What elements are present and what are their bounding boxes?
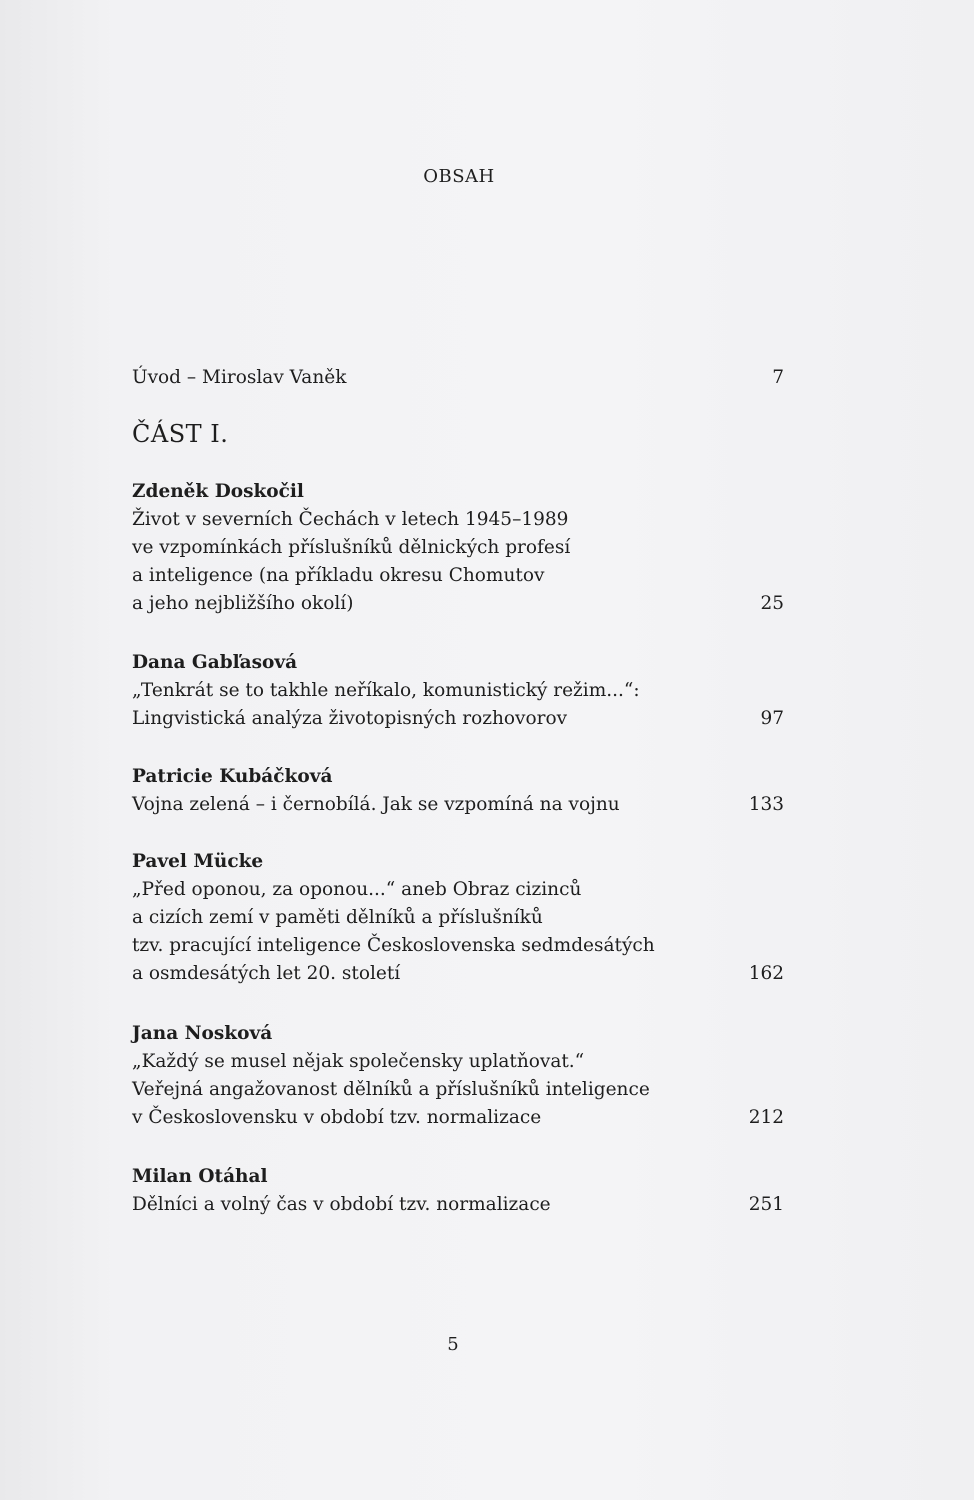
toc-line-last [132, 705, 784, 733]
toc-page-number: 97 [760, 708, 784, 729]
toc-line-last [132, 1104, 784, 1132]
toc-line: tzv. pracující inteligence Československa sedmdesátých [132, 935, 655, 956]
toc-line-last [132, 1191, 784, 1219]
toc-line-last [132, 791, 784, 819]
toc-page-number: 133 [748, 794, 784, 815]
toc-author: Zdeněk Doskočil [132, 481, 304, 502]
toc-line-text: Lingvistická analýza životopisných rozhovorov [132, 708, 568, 729]
toc-line: „Tenkrát se to takhle neříkalo, komunistický režim...“: [132, 680, 640, 701]
toc-entry-title: Úvod – Miroslav Vaněk [132, 367, 347, 388]
page-number-footer: 5 [447, 1334, 459, 1355]
toc-line-text: a osmdesátých let 20. století [132, 963, 401, 984]
toc-line: a inteligence (na příkladu okresu Chomutov [132, 565, 545, 586]
toc-entry [132, 763, 784, 819]
toc-line: Život v severních Čechách v letech 1945–1989 [132, 509, 569, 530]
toc-entry [132, 848, 784, 988]
toc-line-text: Vojna zelená – i černobílá. Jak se vzpomíná na vojnu [132, 794, 620, 815]
toc-author: Jana Nosková [132, 1023, 273, 1044]
toc-page-number: 25 [760, 593, 784, 614]
toc-line: Veřejná angažovanost dělníků a příslušníků inteligence [132, 1079, 650, 1100]
toc-line: ve vzpomínkách příslušníků dělnických profesí [132, 537, 571, 558]
toc-entry [132, 478, 784, 618]
toc-page-number: 212 [748, 1107, 784, 1128]
toc-line [132, 364, 784, 392]
toc-entry [132, 1163, 784, 1219]
toc-line-last [132, 590, 784, 618]
toc-page-number: 7 [772, 367, 784, 388]
toc-line-text: v Československu v období tzv. normalizace [132, 1107, 542, 1128]
toc-entry [132, 1020, 784, 1132]
toc-line-text: a jeho nejbližšího okolí) [132, 593, 354, 614]
part-heading: ČÁST I. [132, 420, 229, 448]
toc-line: a cizích zemí v paměti dělníků a příslušníků [132, 907, 543, 928]
toc-line-last [132, 960, 784, 988]
toc-line: „Každý se musel nějak společensky uplatňovat.“ [132, 1051, 585, 1072]
toc-line-text: Dělníci a volný čas v období tzv. normalizace [132, 1194, 551, 1215]
toc-line: „Před oponou, za oponou...“ aneb Obraz cizinců [132, 879, 582, 900]
toc-author: Milan Otáhal [132, 1166, 268, 1187]
toc-page-number: 162 [748, 963, 784, 984]
toc-author: Dana Gabľasová [132, 652, 298, 673]
toc-author: Pavel Mücke [132, 851, 264, 872]
toc-author: Patricie Kubáčková [132, 766, 333, 787]
page-title: OBSAH [423, 166, 495, 187]
toc-page-number: 251 [748, 1194, 784, 1215]
toc-entry [132, 649, 784, 733]
toc-entry-intro [132, 364, 784, 392]
